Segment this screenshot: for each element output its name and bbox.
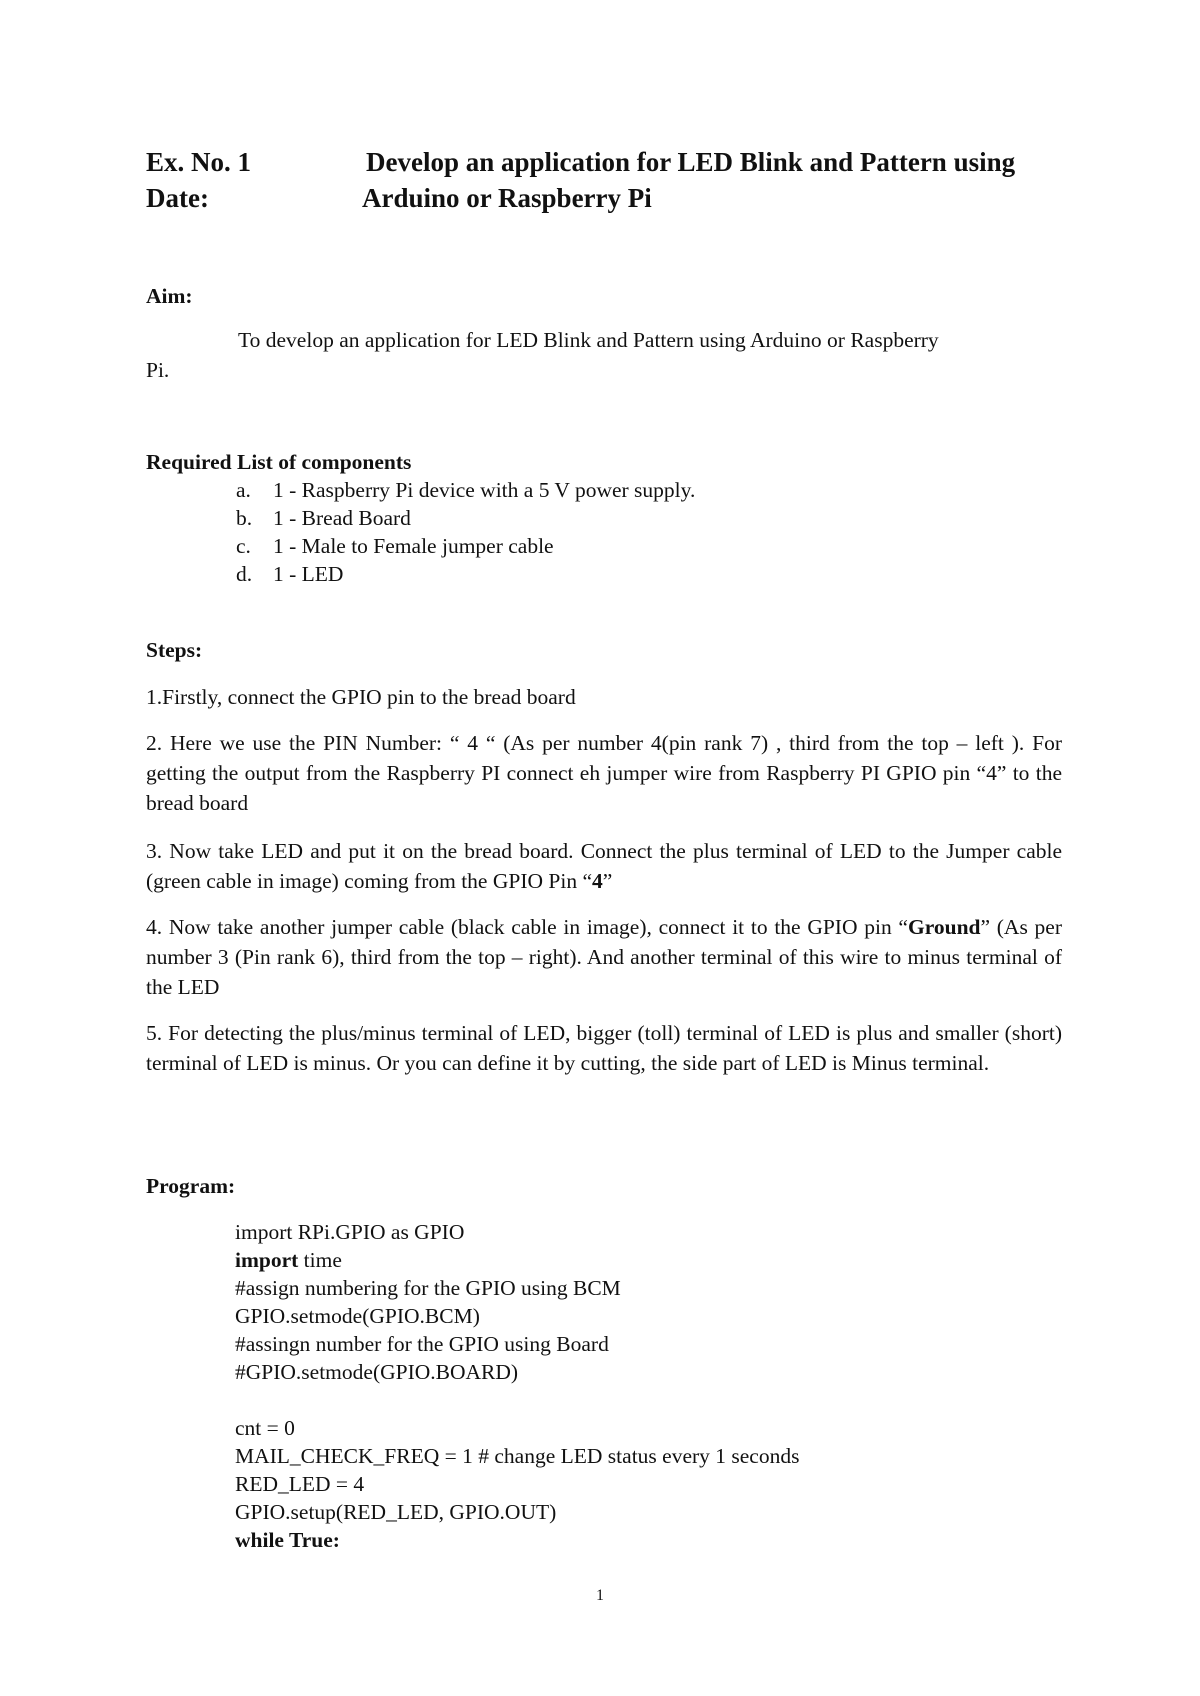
code-keyword: import	[235, 1248, 299, 1272]
step-1: 1.Firstly, connect the GPIO pin to the bread board	[146, 685, 576, 709]
step-3	[146, 836, 1062, 896]
page-number: 1	[596, 1587, 604, 1604]
program-heading: Program:	[146, 1174, 236, 1198]
step-3-text: 3. Now take LED and put it on the bread board. Connect the plus terminal of LED to the Jumper cable (green cable in image) coming from the GPIO Pin “	[146, 839, 1062, 893]
document-title-line-1: Develop an application for LED Blink and Pattern using	[366, 147, 1016, 177]
code-line: GPIO.setmode(GPIO.BCM)	[235, 1304, 480, 1328]
aim-text-line-1: To develop an application for LED Blink and Pattern using Arduino or Raspberry	[238, 328, 939, 352]
steps-heading: Steps:	[146, 638, 203, 662]
aim-heading: Aim:	[146, 284, 193, 308]
code-line: import RPi.GPIO as GPIO	[235, 1220, 465, 1244]
aim-text-line-2: Pi.	[146, 358, 170, 382]
code-text: True:	[283, 1528, 340, 1552]
step-2: 2. Here we use the PIN Number: “ 4 “ (As per number 4(pin rank 7) , third from the top – left ). For getting the output from the Raspberry PI connect eh jumper wire from Raspberry PI GPIO pin “4” to the bread board	[146, 731, 1062, 815]
document-title-line-2: Arduino or Raspberry Pi	[362, 183, 652, 213]
list-item-marker: c.	[236, 534, 251, 558]
code-keyword: while	[235, 1528, 284, 1552]
step-4	[146, 912, 1062, 1002]
list-item-marker: a.	[236, 478, 251, 502]
code-text: time	[298, 1248, 342, 1272]
code-line: #assingn number for the GPIO using Board	[235, 1332, 609, 1356]
list-item-marker: b.	[236, 506, 253, 530]
date-label: Date:	[146, 183, 209, 213]
components-heading: Required List of components	[146, 450, 412, 474]
step-3-pin-number: 4	[592, 869, 603, 893]
exercise-number: Ex. No. 1	[146, 147, 252, 177]
list-item-text: 1 - Bread Board	[273, 506, 411, 530]
step-3-quote: ”	[602, 869, 613, 893]
code-line: #assign numbering for the GPIO using BCM	[235, 1276, 621, 1300]
step-5: 5. For detecting the plus/minus terminal of LED, bigger (toll) terminal of LED is plus and smaller (short) terminal of LED is minus. Or you can define it by cutting, the side part of LED is Minus terminal.	[146, 1021, 1062, 1075]
code-line: RED_LED = 4	[235, 1472, 365, 1496]
code-line: cnt = 0	[235, 1416, 295, 1440]
list-item-marker: d.	[236, 562, 253, 586]
step-4-text: 4. Now take another jumper cable (black cable in image), connect it to the GPIO pin “	[146, 915, 908, 939]
list-item-text: 1 - LED	[273, 562, 344, 586]
code-line: GPIO.setup(RED_LED, GPIO.OUT)	[235, 1500, 557, 1524]
code-line	[235, 1248, 342, 1273]
step-4-ground-label: Ground	[907, 915, 981, 939]
list-item-text: 1 - Raspberry Pi device with a 5 V power supply.	[273, 478, 696, 502]
code-line	[235, 1528, 340, 1553]
code-line: MAIL_CHECK_FREQ = 1 # change LED status every 1 seconds	[235, 1444, 800, 1468]
step-4-text-rest: ” (As per number 3 (Pin rank 6), third from the top – right). And another terminal of this wire to minus terminal of the LED	[146, 915, 1062, 999]
code-line: #GPIO.setmode(GPIO.BOARD)	[235, 1360, 519, 1384]
list-item-text: 1 - Male to Female jumper cable	[273, 534, 554, 558]
